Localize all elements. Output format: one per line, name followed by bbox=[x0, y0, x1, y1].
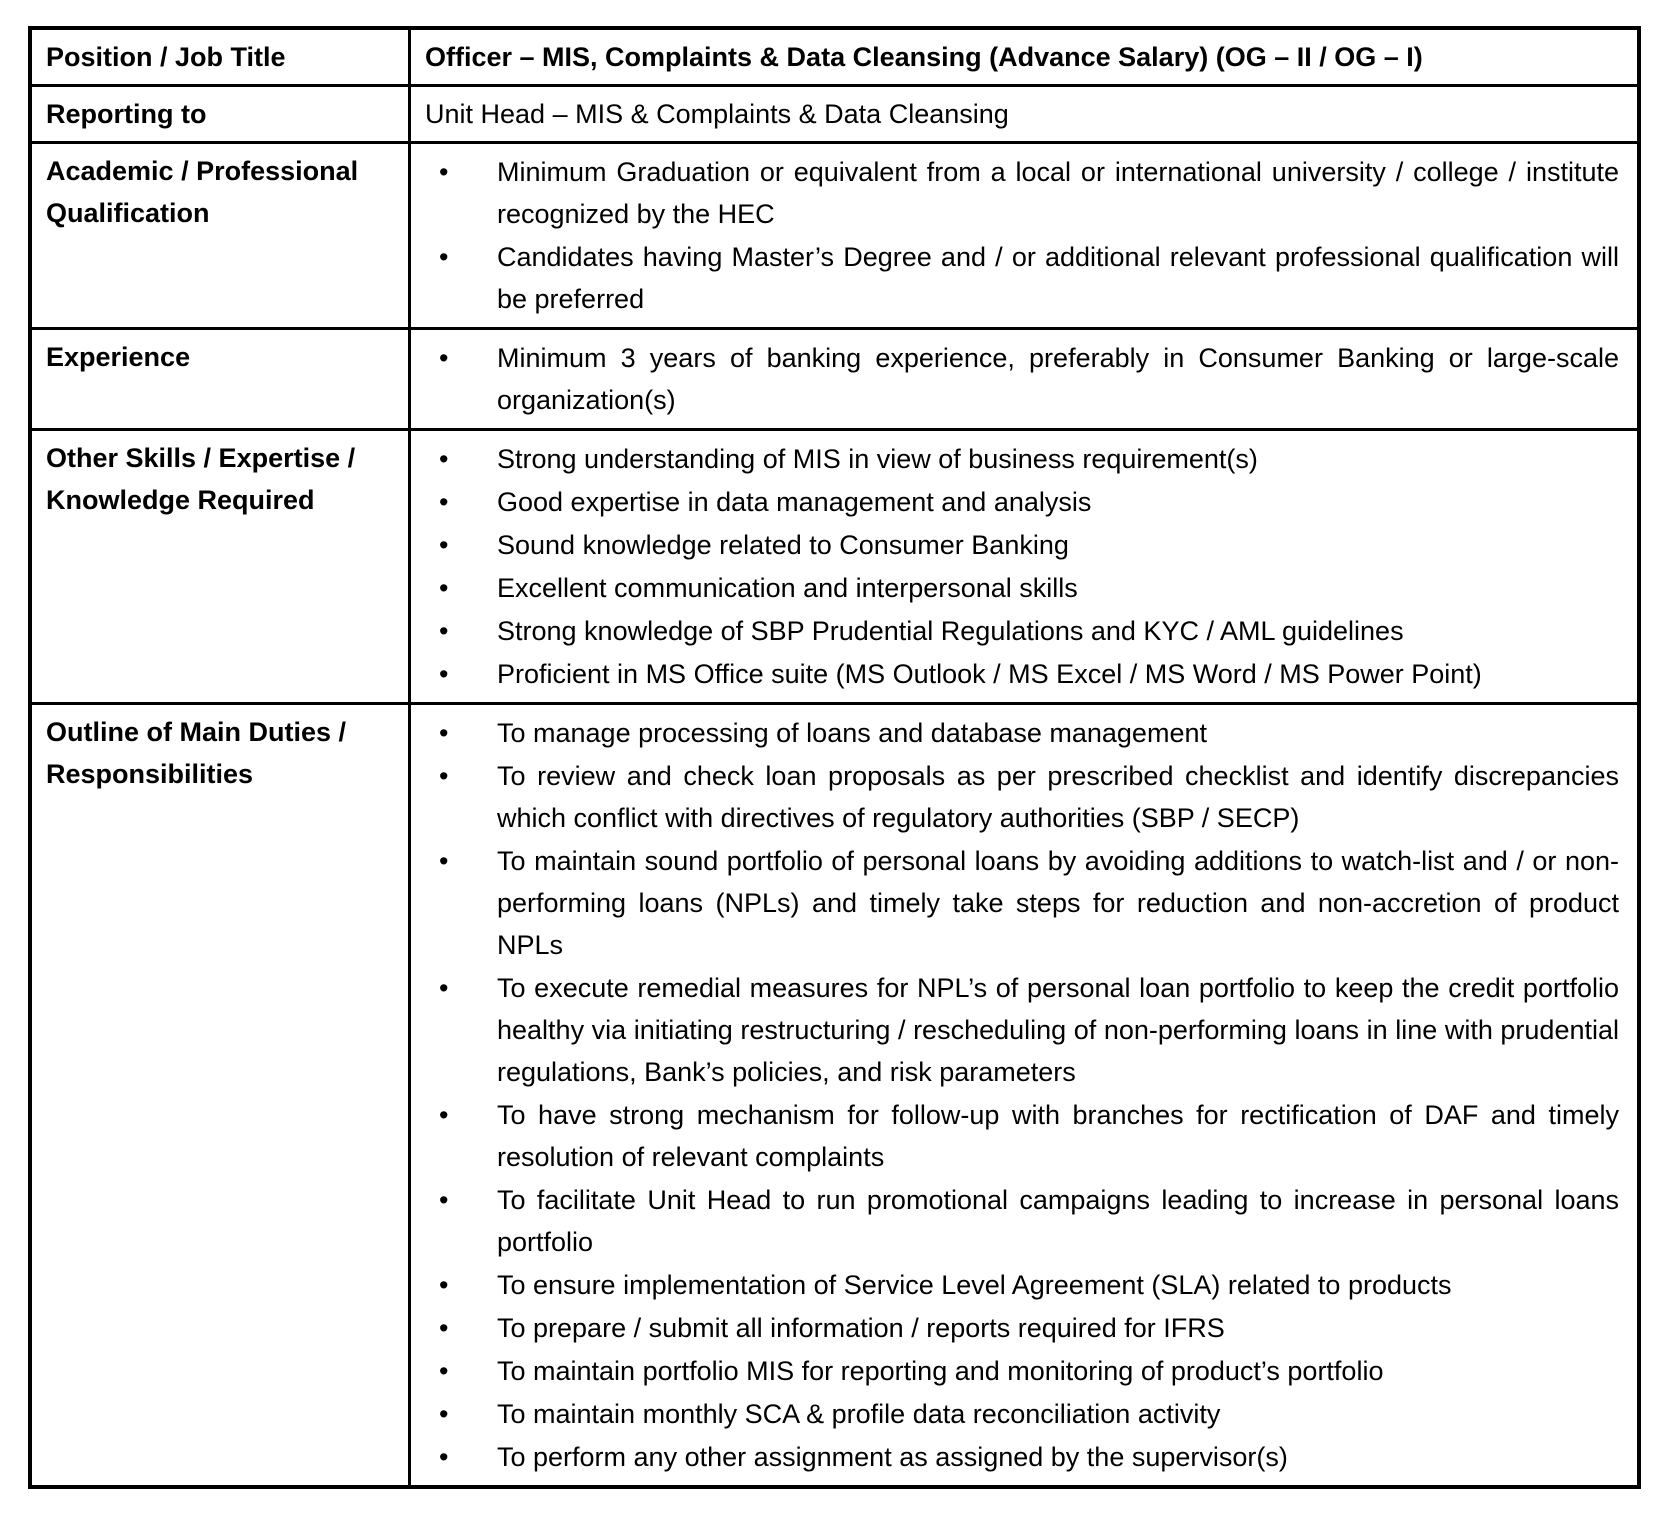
list-item bbox=[425, 1436, 1619, 1478]
row-label-academic-qualification: Academic / Professional Qualification bbox=[30, 143, 410, 329]
academic-bullet-list bbox=[425, 151, 1619, 320]
list-item bbox=[425, 840, 1619, 966]
list-item-text: Excellent communication and interpersonal skills bbox=[497, 573, 1078, 603]
list-item-text: Proficient in MS Office suite (MS Outlook / MS Excel / MS Word / MS Power Point) bbox=[497, 659, 1482, 689]
bullet-icon: • bbox=[439, 573, 449, 603]
bullet-icon: • bbox=[439, 343, 449, 373]
row-label-other-skills: Other Skills / Expertise / Knowledge Required bbox=[30, 430, 410, 704]
bullet-icon: • bbox=[439, 761, 449, 791]
list-item bbox=[425, 337, 1619, 421]
list-item bbox=[425, 755, 1619, 839]
row-value-experience bbox=[410, 329, 1640, 430]
table-row-position bbox=[30, 28, 1639, 86]
list-item bbox=[425, 610, 1619, 652]
row-label-experience: Experience bbox=[30, 329, 410, 430]
experience-bullet-list bbox=[425, 337, 1619, 421]
list-item bbox=[425, 1179, 1619, 1263]
list-item bbox=[425, 151, 1619, 235]
row-label-reporting-to: Reporting to bbox=[30, 86, 410, 143]
job-description-table bbox=[28, 26, 1641, 1489]
list-item bbox=[425, 1307, 1619, 1349]
bullet-icon: • bbox=[439, 1185, 449, 1215]
row-value-position: Officer – MIS, Complaints & Data Cleansing (Advance Salary) (OG – II / OG – I) bbox=[410, 28, 1640, 86]
list-item-text: To manage processing of loans and database management bbox=[497, 718, 1207, 748]
row-value-main-duties bbox=[410, 704, 1640, 1488]
main-duties-bullet-list bbox=[425, 712, 1619, 1478]
list-item-text: Minimum Graduation or equivalent from a local or international university / college / institute recognized by the HEC bbox=[497, 157, 1619, 229]
list-item-text: To execute remedial measures for NPL’s of personal loan portfolio to keep the credit portfolio healthy via initiating restructuring / rescheduling of non-performing loans in line with prudential regulations, Bank’s policies, and risk parameters bbox=[497, 973, 1619, 1087]
list-item bbox=[425, 653, 1619, 695]
list-item bbox=[425, 1393, 1619, 1435]
list-item-text: To review and check loan proposals as per prescribed checklist and identify discrepancies which conflict with directives of regulatory authorities (SBP / SECP) bbox=[497, 761, 1619, 833]
list-item-text: To maintain monthly SCA & profile data reconciliation activity bbox=[497, 1399, 1221, 1429]
bullet-icon: • bbox=[439, 1270, 449, 1300]
list-item-text: To maintain portfolio MIS for reporting and monitoring of product’s portfolio bbox=[497, 1356, 1384, 1386]
list-item bbox=[425, 1094, 1619, 1178]
table-row-experience bbox=[30, 329, 1639, 430]
list-item bbox=[425, 438, 1619, 480]
list-item-text: Good expertise in data management and analysis bbox=[497, 487, 1092, 517]
list-item bbox=[425, 1350, 1619, 1392]
list-item bbox=[425, 567, 1619, 609]
list-item-text: To ensure implementation of Service Level Agreement (SLA) related to products bbox=[497, 1270, 1452, 1300]
list-item-text: Candidates having Master’s Degree and / or additional relevant professional qualification will be preferred bbox=[497, 242, 1619, 314]
list-item-text: Strong understanding of MIS in view of business requirement(s) bbox=[497, 444, 1258, 474]
bullet-icon: • bbox=[439, 659, 449, 689]
table-row-academic-qualification bbox=[30, 143, 1639, 329]
bullet-icon: • bbox=[439, 157, 449, 187]
other-skills-bullet-list bbox=[425, 438, 1619, 695]
list-item-text: Minimum 3 years of banking experience, preferably in Consumer Banking or large-scale organization(s) bbox=[497, 343, 1619, 415]
bullet-icon: • bbox=[439, 1399, 449, 1429]
table-row-other-skills bbox=[30, 430, 1639, 704]
list-item-text: Strong knowledge of SBP Prudential Regulations and KYC / AML guidelines bbox=[497, 616, 1404, 646]
table-row-reporting-to bbox=[30, 86, 1639, 143]
list-item-text: To prepare / submit all information / reports required for IFRS bbox=[497, 1313, 1225, 1343]
bullet-icon: • bbox=[439, 242, 449, 272]
row-label-main-duties: Outline of Main Duties / Responsibilities bbox=[30, 704, 410, 1488]
list-item bbox=[425, 236, 1619, 320]
list-item bbox=[425, 1264, 1619, 1306]
bullet-icon: • bbox=[439, 1442, 449, 1472]
list-item-text: To perform any other assignment as assigned by the supervisor(s) bbox=[497, 1442, 1288, 1472]
list-item-text: To have strong mechanism for follow-up with branches for rectification of DAF and timely resolution of relevant complaints bbox=[497, 1100, 1619, 1172]
row-value-reporting-to: Unit Head – MIS & Complaints & Data Cleansing bbox=[410, 86, 1640, 143]
list-item bbox=[425, 524, 1619, 566]
bullet-icon: • bbox=[439, 846, 449, 876]
bullet-icon: • bbox=[439, 616, 449, 646]
bullet-icon: • bbox=[439, 444, 449, 474]
bullet-icon: • bbox=[439, 1356, 449, 1386]
list-item-text: Sound knowledge related to Consumer Banking bbox=[497, 530, 1069, 560]
table-row-main-duties bbox=[30, 704, 1639, 1488]
row-value-academic-qualification bbox=[410, 143, 1640, 329]
bullet-icon: • bbox=[439, 487, 449, 517]
list-item-text: To facilitate Unit Head to run promotional campaigns leading to increase in personal loans portfolio bbox=[497, 1185, 1619, 1257]
list-item bbox=[425, 967, 1619, 1093]
bullet-icon: • bbox=[439, 718, 449, 748]
bullet-icon: • bbox=[439, 973, 449, 1003]
bullet-icon: • bbox=[439, 1100, 449, 1130]
row-label-position: Position / Job Title bbox=[30, 28, 410, 86]
bullet-icon: • bbox=[439, 530, 449, 560]
list-item bbox=[425, 712, 1619, 754]
bullet-icon: • bbox=[439, 1313, 449, 1343]
list-item-text: To maintain sound portfolio of personal loans by avoiding additions to watch-list and / or non-performing loans (NPLs) and timely take steps for reduction and non-accretion of product NPLs bbox=[497, 846, 1619, 960]
list-item bbox=[425, 481, 1619, 523]
row-value-other-skills bbox=[410, 430, 1640, 704]
